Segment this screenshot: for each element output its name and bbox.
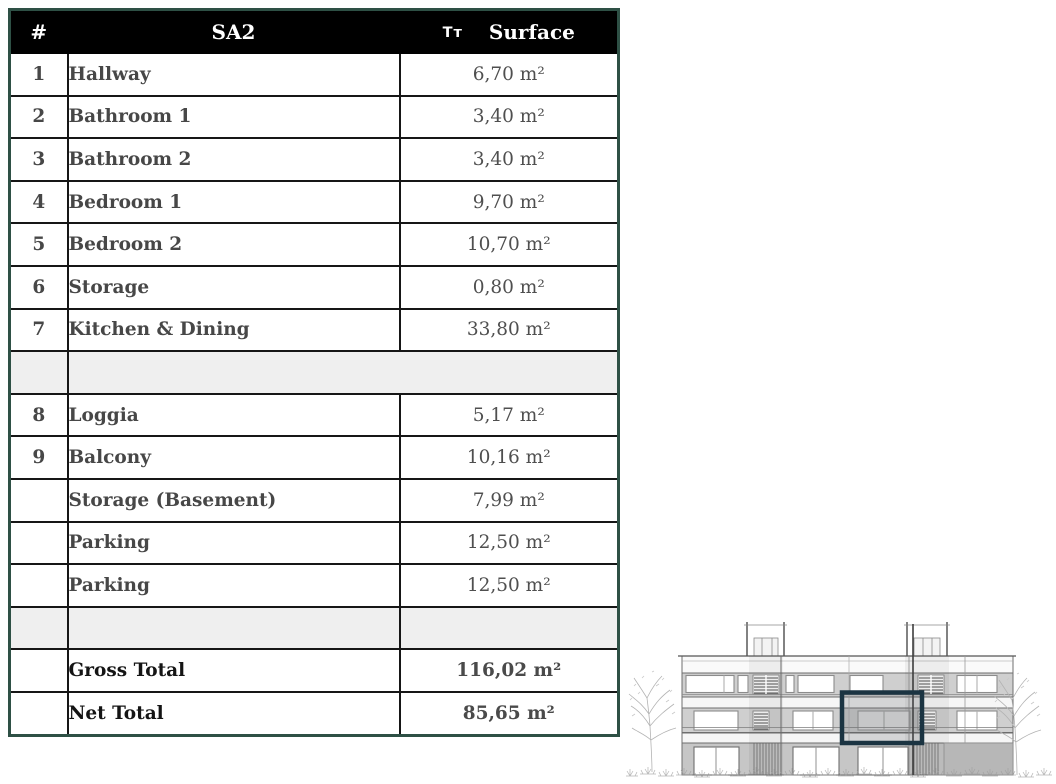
cell-num: 9 xyxy=(10,436,68,479)
cell-val: 10,16 m² xyxy=(400,436,619,479)
separator-row xyxy=(10,607,619,650)
cell-val: 85,65 m² xyxy=(400,692,619,735)
header-row xyxy=(10,10,619,54)
cell-num xyxy=(10,564,68,607)
rooftop-structures xyxy=(744,622,950,656)
cell-num: 1 xyxy=(10,53,68,96)
separator-row xyxy=(10,351,619,394)
total-row xyxy=(10,692,619,735)
cell-name xyxy=(68,607,400,650)
surface-table-wrap xyxy=(8,8,620,737)
cell-num xyxy=(10,649,68,692)
text-property-icon: Tт xyxy=(442,24,463,41)
table-row xyxy=(10,522,619,565)
cell-num: 7 xyxy=(10,309,68,352)
cell-name: Bedroom 1 xyxy=(68,181,400,224)
table-row xyxy=(10,223,619,266)
cell-num xyxy=(10,692,68,735)
table-row xyxy=(10,436,619,479)
table-row xyxy=(10,266,619,309)
cell-val: 12,50 m² xyxy=(400,564,619,607)
left-tree-sketch xyxy=(629,671,676,772)
cell-name: Parking xyxy=(68,564,400,607)
table-row xyxy=(10,564,619,607)
cell-val: 10,70 m² xyxy=(400,223,619,266)
cell-num xyxy=(10,607,68,650)
cell-val xyxy=(400,607,619,650)
cell-name: Kitchen & Dining xyxy=(68,309,400,352)
cell-val: 12,50 m² xyxy=(400,522,619,565)
surface-table xyxy=(8,8,620,737)
cell-num: 6 xyxy=(10,266,68,309)
ground-floor-windows xyxy=(694,747,908,775)
table-row xyxy=(10,53,619,96)
cell-val: 0,80 m² xyxy=(400,266,619,309)
cell-num: 8 xyxy=(10,394,68,437)
table-row xyxy=(10,138,619,181)
cell-num: 2 xyxy=(10,96,68,139)
total-row xyxy=(10,649,619,692)
cell-num xyxy=(10,522,68,565)
cell-name: Net Total xyxy=(68,692,400,735)
cell-name: Bathroom 1 xyxy=(68,96,400,139)
table-row xyxy=(10,181,619,224)
cell-name: Balcony xyxy=(68,436,400,479)
cell-name: Gross Total xyxy=(68,649,400,692)
cell-val: 3,40 m² xyxy=(400,96,619,139)
cell-val: 6,70 m² xyxy=(400,53,619,96)
cell-num: 5 xyxy=(10,223,68,266)
cell-num: 4 xyxy=(10,181,68,224)
cell-name: Parking xyxy=(68,522,400,565)
cell-num xyxy=(10,351,68,394)
cell-num xyxy=(10,479,68,522)
cell-name: Loggia xyxy=(68,394,400,437)
cell-name: Bedroom 2 xyxy=(68,223,400,266)
cell-val: 116,02 m² xyxy=(400,649,619,692)
cell-val: 5,17 m² xyxy=(400,394,619,437)
header-number-column: # xyxy=(10,10,68,54)
cell-val: 33,80 m² xyxy=(400,309,619,352)
cell-val: 9,70 m² xyxy=(400,181,619,224)
cell-name: Bathroom 2 xyxy=(68,138,400,181)
header-surface-label: Surface xyxy=(488,19,575,44)
cell-name: Storage (Basement) xyxy=(68,479,400,522)
table-row xyxy=(10,96,619,139)
cell-num: 3 xyxy=(10,138,68,181)
table-row xyxy=(10,394,619,437)
building-elevation-drawing xyxy=(626,594,1056,784)
cell-name xyxy=(68,351,619,394)
surface-table-body xyxy=(10,53,619,735)
table-row xyxy=(10,309,619,352)
header-name-column: SA2 xyxy=(68,10,400,54)
header-surface-column xyxy=(400,10,619,54)
unit-highlight-box xyxy=(842,693,922,744)
cell-name: Hallway xyxy=(68,53,400,96)
cell-name: Storage xyxy=(68,266,400,309)
cell-val: 3,40 m² xyxy=(400,138,619,181)
cell-val: 7,99 m² xyxy=(400,479,619,522)
table-row xyxy=(10,479,619,522)
